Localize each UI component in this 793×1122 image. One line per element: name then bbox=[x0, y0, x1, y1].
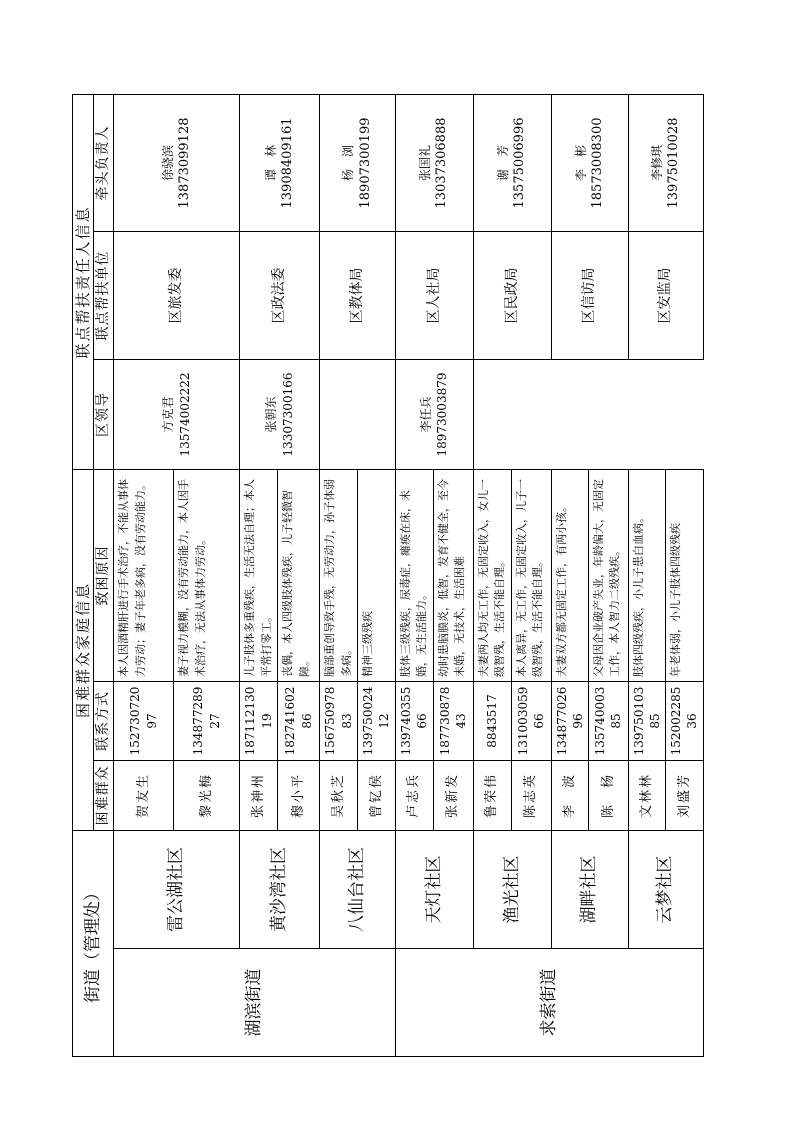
lead-person-cell bbox=[395, 94, 473, 231]
person-phone: 13975002412 bbox=[358, 682, 395, 761]
unit-cell: 区人社局 bbox=[395, 232, 473, 360]
lead-person-name: 李修琪 bbox=[649, 144, 664, 181]
lead-person-phone: 18573008300 bbox=[590, 117, 606, 209]
lead-person-name: 杨 浏 bbox=[341, 144, 356, 181]
lead-person-phone: 13037306888 bbox=[434, 117, 450, 209]
person-phone: 13975010385 bbox=[628, 682, 665, 761]
lead-person-cell bbox=[240, 94, 320, 231]
lead-person-cell bbox=[473, 94, 551, 231]
hardship-reason: 精神三级残疾 bbox=[358, 470, 395, 682]
unit-cell: 区教体局 bbox=[320, 232, 395, 360]
community-cell: 渔光社区 bbox=[473, 831, 551, 949]
header-unit: 联点帮扶单位 bbox=[94, 232, 114, 360]
hardship-reason: 夫妻双方都无固定工作，有两小孩。 bbox=[551, 470, 588, 682]
community-cell: 湖畔社区 bbox=[551, 831, 628, 949]
person-phone: 13487728927 bbox=[174, 682, 240, 761]
person-name: 张新发 bbox=[433, 761, 473, 831]
hardship-reason: 肢体四级残疾，小儿子患白血病。 bbox=[628, 470, 665, 682]
assistance-table bbox=[72, 94, 704, 1057]
hardship-reason: 父母因企业破产失业，年龄偏大，无固定工作，本人智力二级残疾。 bbox=[588, 470, 628, 682]
lead-person-name: 李 彬 bbox=[573, 144, 588, 181]
person-name: 李 波 bbox=[551, 761, 588, 831]
unit-cell: 区旅发委 bbox=[114, 232, 240, 360]
unit-cell: 区民政局 bbox=[473, 232, 551, 360]
person-phone: 13100305966 bbox=[511, 682, 551, 761]
district-leader-phone: 13574002222 bbox=[177, 372, 192, 457]
person-name: 贺友生 bbox=[114, 761, 174, 831]
district-leader-name: 方克君 bbox=[161, 396, 176, 433]
hardship-reason: 幼时患脑膜炎，低智，发育不健全，至今未婚，无技术，生活困难 bbox=[433, 470, 473, 682]
lead-person-phone: 13575006996 bbox=[512, 117, 528, 209]
person-phone: 18274160286 bbox=[278, 682, 320, 761]
lead-person-name: 谭 林 bbox=[263, 144, 278, 181]
community-cell: 八仙台社区 bbox=[320, 831, 395, 949]
community-cell: 黄沙湾社区 bbox=[240, 831, 320, 949]
lead-person-phone: 13873099128 bbox=[176, 117, 192, 209]
hardship-reason: 儿子肢体多重残疾，生活无法自理；本人平常打零工。 bbox=[240, 470, 278, 682]
person-name: 陈 杨 bbox=[588, 761, 628, 831]
district-leader-cell bbox=[114, 360, 240, 470]
community-cell: 雷公湖社区 bbox=[114, 831, 240, 949]
lead-person-phone: 13908409161 bbox=[279, 117, 295, 209]
district-leader-name: 李任兵 bbox=[418, 396, 433, 433]
header-lead-person: 牵头负责人 bbox=[94, 94, 114, 231]
lead-person-cell bbox=[551, 94, 628, 231]
street-cell: 求索街道 bbox=[395, 949, 703, 1057]
unit-cell: 区信访局 bbox=[551, 232, 628, 360]
person-name: 黎光梅 bbox=[174, 761, 240, 831]
district-leader-name: 张朝东 bbox=[264, 396, 279, 433]
hardship-reason: 脑部重创导致手残，无劳动力，孙子体弱多病。 bbox=[320, 470, 358, 682]
header-street: 街道（管理处） bbox=[73, 831, 114, 1057]
person-name: 鲁荣伟 bbox=[473, 761, 511, 831]
community-cell: 云梦社区 bbox=[628, 831, 703, 949]
lead-person-cell bbox=[628, 94, 703, 231]
street-cell: 湖滨街道 bbox=[114, 949, 395, 1057]
district-leader-empty bbox=[473, 360, 703, 470]
person-phone: 13487702696 bbox=[551, 682, 588, 761]
person-phone: 8843517 bbox=[473, 682, 511, 761]
header-person: 困难群众 bbox=[94, 761, 114, 831]
person-name: 吴秋芝 bbox=[320, 761, 358, 831]
district-leader-empty bbox=[320, 360, 395, 470]
rotated-table-sheet bbox=[72, 95, 700, 1057]
person-phone: 15273072097 bbox=[114, 682, 174, 761]
district-leader-phone: 18973003879 bbox=[435, 372, 450, 457]
person-name: 文林林 bbox=[628, 761, 665, 831]
person-phone: 13574000385 bbox=[588, 682, 628, 761]
lead-person-phone: 13975010028 bbox=[666, 117, 682, 209]
header-leader-group: 联点帮扶责任人信息 bbox=[73, 94, 94, 469]
lead-person-name: 张国礼 bbox=[418, 144, 433, 181]
person-phone: 18773087843 bbox=[433, 682, 473, 761]
person-name: 穆小平 bbox=[278, 761, 320, 831]
district-leader-cell bbox=[240, 360, 320, 470]
district-leader-cell bbox=[395, 360, 473, 470]
hardship-reason: 肢体三级残疾，尿毒症，瘫痪在床，未婚，无生活能力。 bbox=[395, 470, 433, 682]
person-phone: 18711213019 bbox=[240, 682, 278, 761]
person-name: 张神州 bbox=[240, 761, 278, 831]
header-contact: 联系方式 bbox=[94, 682, 114, 761]
header-district-leader: 区领导 bbox=[94, 360, 114, 470]
hardship-reason: 年老体弱，小儿子肢体四级残疾 bbox=[666, 470, 703, 682]
person-name: 刘盛芳 bbox=[666, 761, 703, 831]
unit-cell: 区安监局 bbox=[628, 232, 703, 360]
person-phone: 15200228536 bbox=[666, 682, 703, 761]
person-phone: 13974035566 bbox=[395, 682, 433, 761]
lead-person-name: 徐骁滨 bbox=[160, 144, 175, 181]
district-leader-phone: 13307300166 bbox=[280, 372, 295, 457]
header-reason: 致困原因 bbox=[94, 470, 114, 682]
community-cell: 天灯社区 bbox=[395, 831, 473, 949]
hardship-reason: 本人离异，无工作，无固定收入，儿子一级智残，生活不能自理。 bbox=[511, 470, 551, 682]
hardship-reason: 本人因酒精肝进行手术治疗，不能从事体力劳动；妻子年老多病，没有劳动能力。 bbox=[114, 470, 174, 682]
lead-person-name: 谢 芳 bbox=[496, 144, 511, 181]
person-phone: 15675097883 bbox=[320, 682, 358, 761]
lead-person-cell bbox=[114, 94, 240, 231]
hardship-reason: 丧偶，本人四级肢体残疾，儿子轻微智障。 bbox=[278, 470, 320, 682]
header-family-group: 困难群众家庭信息 bbox=[73, 470, 94, 831]
lead-person-cell bbox=[320, 94, 395, 231]
person-name: 陈志英 bbox=[511, 761, 551, 831]
hardship-reason: 妻子视力模糊，没有劳动能力，本人因手术治疗，无法从事体力劳动。 bbox=[174, 470, 240, 682]
person-name: 卢志兵 bbox=[395, 761, 433, 831]
person-name: 曾钇侯 bbox=[358, 761, 395, 831]
lead-person-phone: 18907300199 bbox=[357, 117, 373, 209]
hardship-reason: 夫妻两人均无工作，无固定收入，女儿一级智残，生活不能自理。 bbox=[473, 470, 511, 682]
unit-cell: 区政法委 bbox=[240, 232, 320, 360]
